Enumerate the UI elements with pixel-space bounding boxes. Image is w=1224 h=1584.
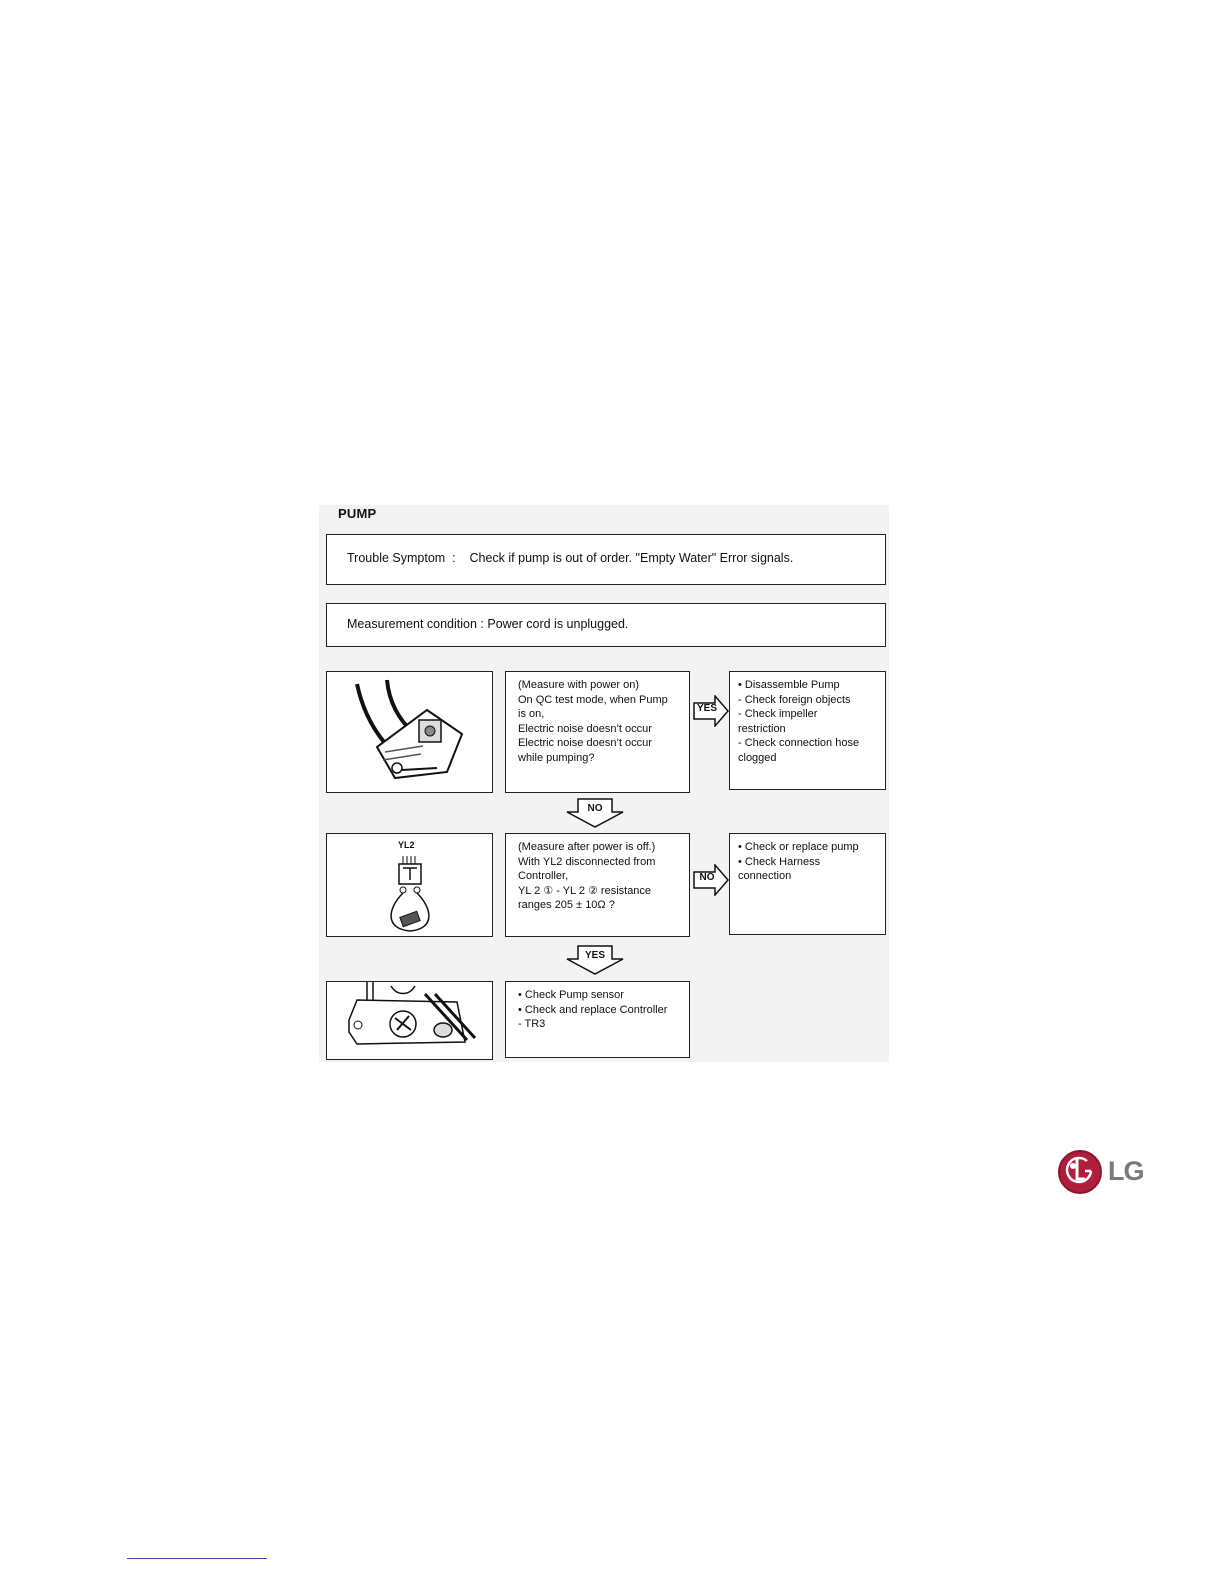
connector-yl2-image: [326, 833, 493, 937]
pump-photo: [326, 671, 493, 793]
no-label-down: NO: [587, 803, 603, 814]
check-text-2: (Measure after power is off.) With YL2 disconnected from Controller, YL 2 ① - YL 2 ② resistance ranges 205 ± 10Ω ?: [518, 841, 656, 912]
yes-label-down: YES: [584, 950, 605, 961]
check-box-1: [505, 671, 690, 793]
yl2-label: YL2: [398, 840, 415, 850]
no-label-right: NO: [699, 872, 715, 883]
trouble-symptom-text: Trouble Symptom : Check if pump is out of order. "Empty Water" Error signals.: [347, 551, 794, 565]
pump-sensor-image: [326, 981, 493, 1060]
result-text-2: • Check or replace pump • Check Harness connection: [738, 841, 859, 883]
measurement-condition-box: [326, 603, 886, 647]
trouble-symptom-box: [326, 534, 886, 585]
result-box-2: [729, 833, 886, 935]
result-text-1: • Disassemble Pump - Check foreign objects - Check impeller restriction - Check connection hose clogged: [738, 679, 860, 764]
yes-label-1: YES: [696, 703, 717, 714]
final-action-box: [505, 981, 690, 1058]
lg-logo-text: LG: [1108, 1156, 1144, 1186]
pump-sensor-illustration: [327, 982, 492, 1059]
pump-motor-illustration: [327, 672, 492, 792]
check-box-2: [505, 833, 690, 937]
check-text-1: (Measure with power on) On QC test mode, when Pump is on, Electric noise doesn’t occur Electric noise doesn’t occur while pumping?: [518, 679, 668, 764]
measurement-condition-text: Measurement condition : Power cord is unplugged.: [347, 617, 629, 631]
result-box-1: [729, 671, 886, 790]
section-title: PUMP: [338, 506, 377, 521]
lg-logo-icon: [1057, 1149, 1103, 1195]
footer-rule: [127, 1558, 267, 1559]
final-action-text: • Check Pump sensor • Check and replace Controller - TR3: [518, 989, 668, 1031]
